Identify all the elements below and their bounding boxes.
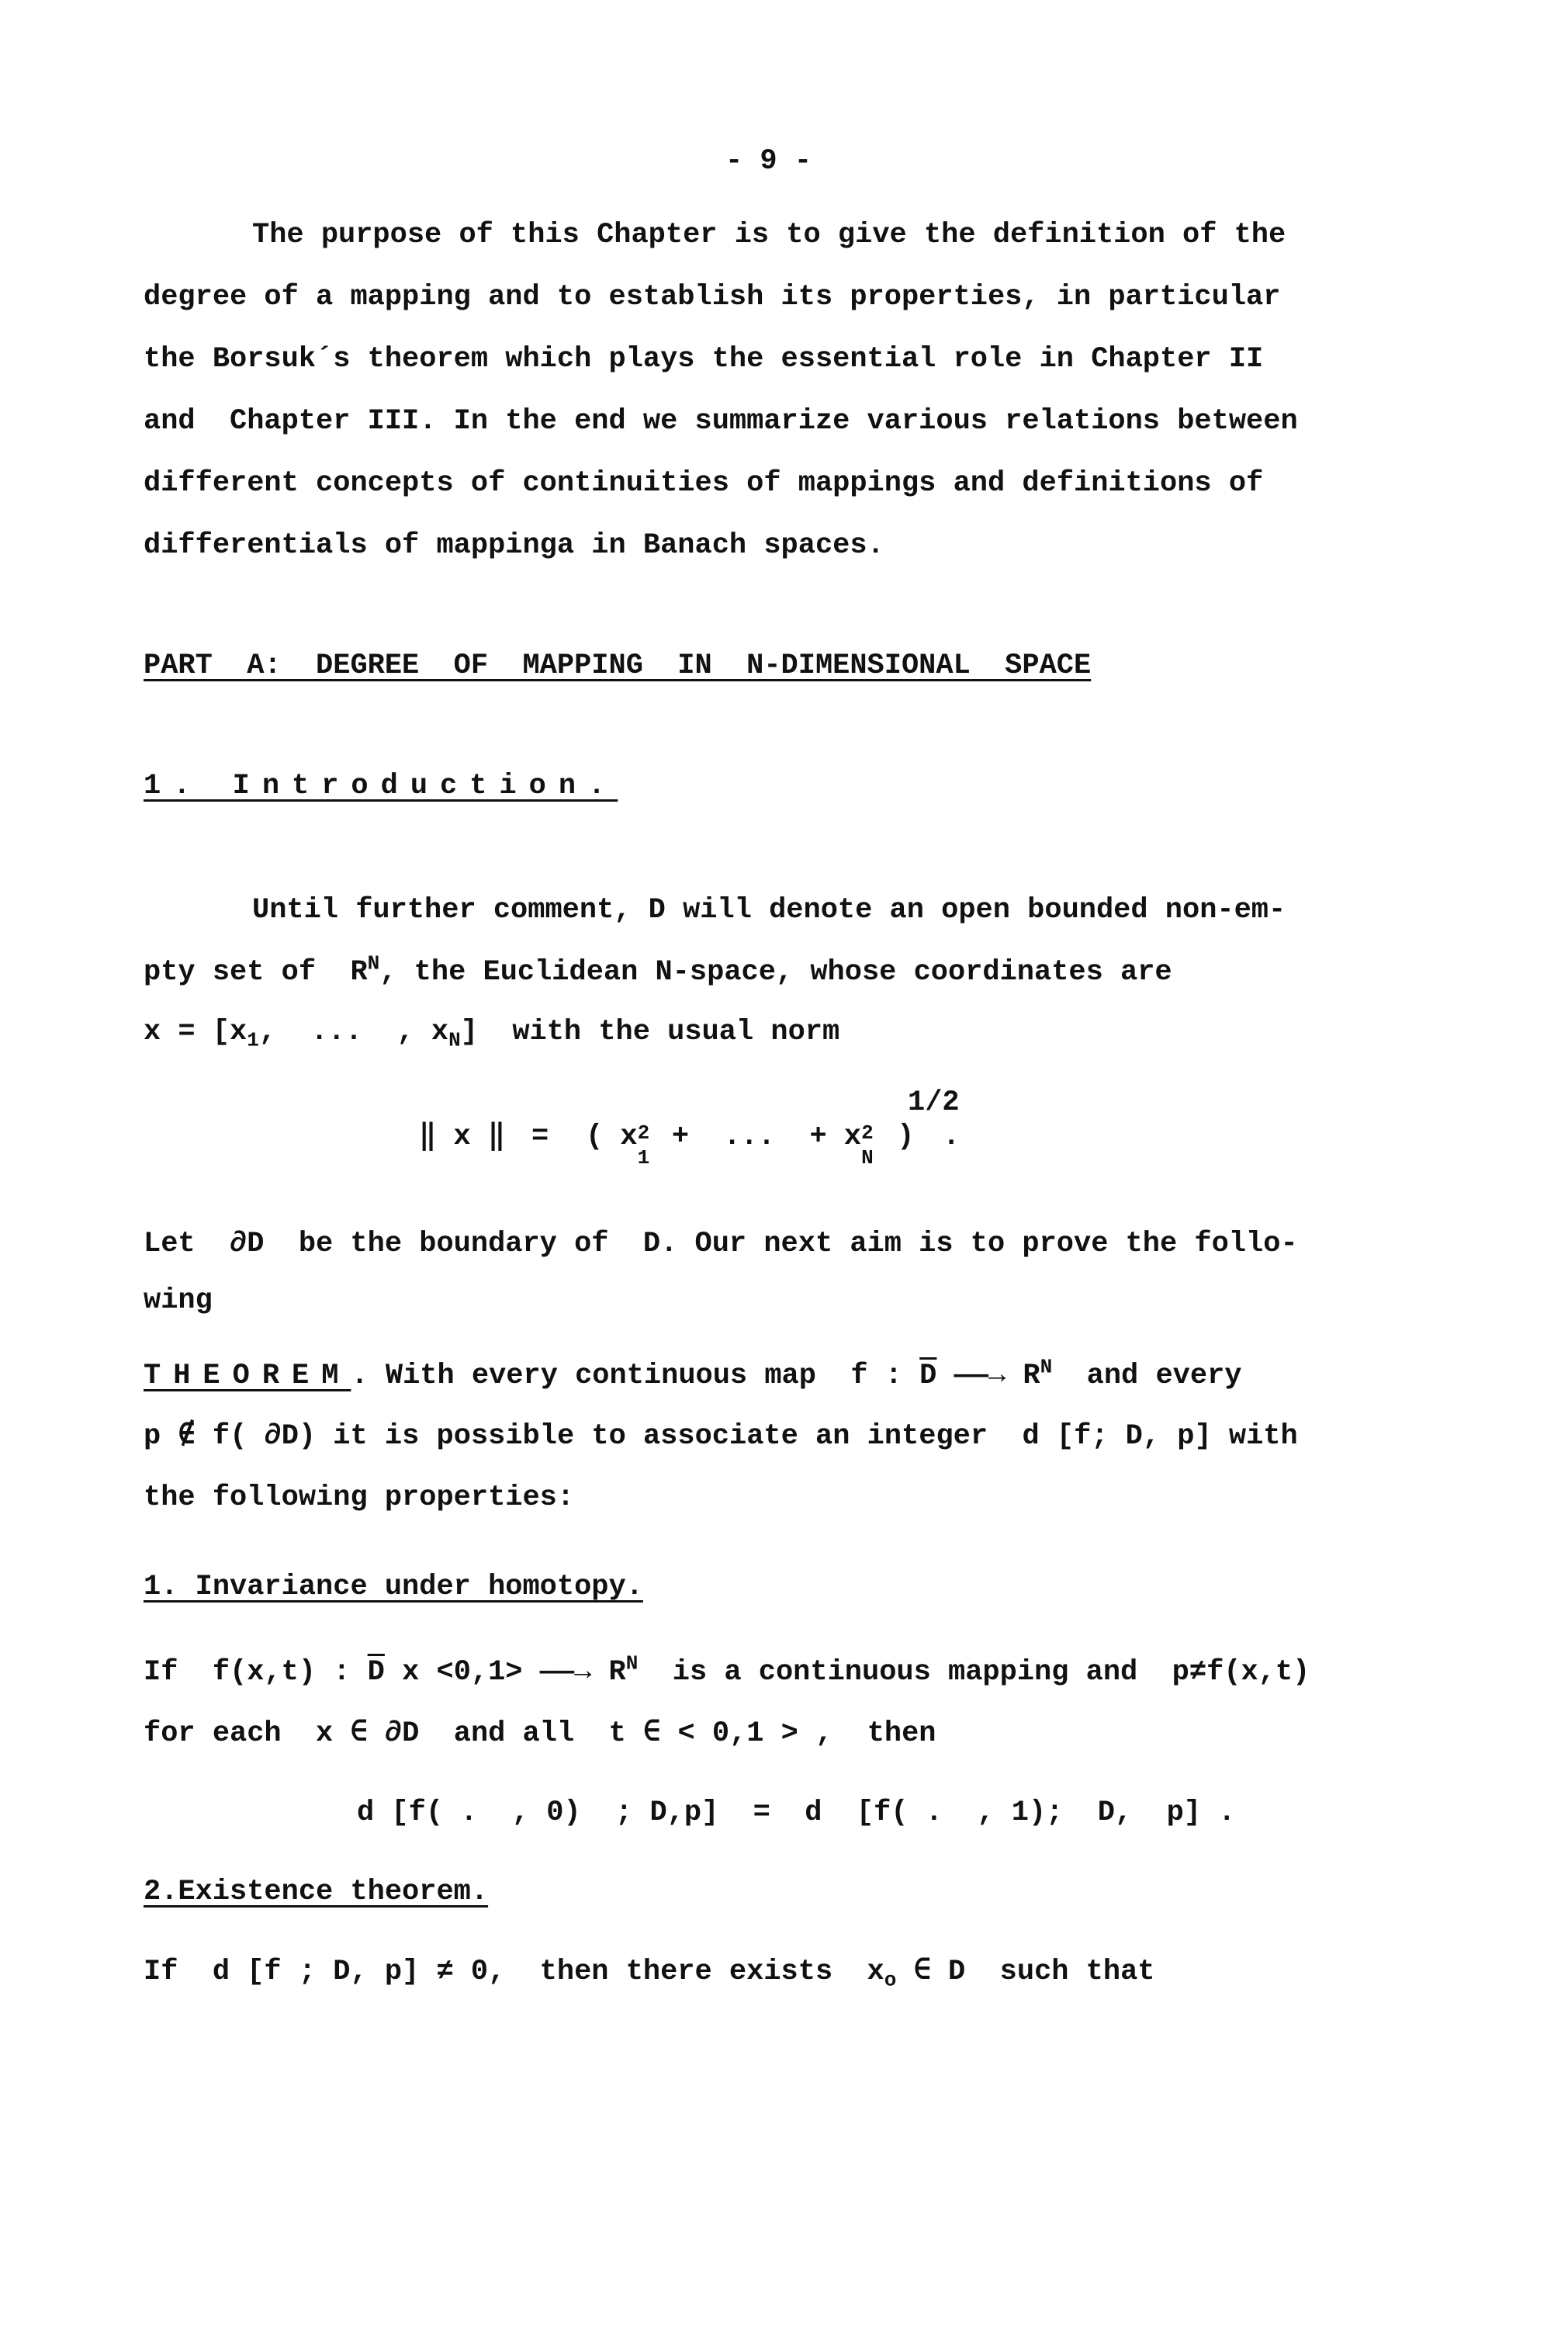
theorem-dot: . [351,1360,369,1392]
norm-exponent: 1/2 [908,1086,960,1119]
d-closure-2: $\overline{D}$ [367,1656,385,1689]
coords-mid: , ... , x [258,1016,449,1048]
page-number: - 9 - [725,145,812,178]
until-line-2 [144,951,1172,989]
until-line-2-text: pty set of R [144,956,368,989]
norm-close: ) [880,1121,915,1153]
intro-line-4: and Chapter III. In the end we summarize various relations between [144,405,1298,438]
coords-close: ] with the usual norm [460,1016,840,1048]
property-2-heading: 2.Existence theorem. [144,1876,489,1908]
intro-line-6: differentials of mappinga in Banach spaces. [144,529,884,562]
until-line-2-rest: , the Euclidean N-space, whose coordinates are [379,956,1172,989]
section-heading: 1. Introduction. [144,770,618,802]
until-line-3 [144,1016,840,1052]
norm-mid: + ... + x [654,1121,862,1153]
let-line-1: Let ∂D be the boundary of D. Our next aim is to prove the follo- [144,1228,1298,1260]
property-1-exponent: N [625,1651,639,1675]
theorem-line-3: the following properties: [144,1481,575,1514]
norm-dot: . [943,1121,961,1153]
part-heading: PART A: DEGREE OF MAPPING IN N-DIMENSIONAL SPACE [144,650,1092,682]
r-exponent: N [367,951,380,975]
intro-line-2: degree of a mapping and to establish its properties, in particular [144,281,1281,314]
intro-line-1: The purpose of this Chapter is to give the definition of the [252,219,1286,251]
until-line-1: Until further comment, D will denote an open bounded non-em- [252,894,1286,927]
property-2-line-1 [144,1956,1155,1992]
property-1-line-2: for each x ∈ ∂D and all t ∈ < 0,1 > , then [144,1717,936,1750]
let-line-2: wing [144,1284,213,1317]
norm-open: ( x [586,1121,638,1153]
property-2-text-2: ∈ D such that [896,1956,1155,1988]
norm-equals: = [531,1121,549,1153]
theorem-arrow: ——→ R [936,1360,1040,1392]
theorem-line-1 [144,1355,1242,1392]
theorem-exponent: N [1040,1355,1053,1379]
intro-line-3: the Borsuk´s theorem which plays the essential role in Chapter II [144,343,1264,376]
theorem-text-2: and every [1052,1360,1242,1392]
property-1-text-2: x <0,1> ——→ R [384,1656,626,1689]
theorem-label: THEOREM [144,1360,351,1392]
theorem-line-2: p ∉ f( ∂D) it is possible to associate an integer d [f; D, p] with [144,1420,1298,1453]
coords-open: x = [x [144,1016,247,1048]
property-1-text-1: If f(x,t) : [144,1656,368,1689]
x-subscript-o: o [884,1968,897,1992]
intro-line-5: different concepts of continuities of mappings and definitions of [144,467,1264,500]
d-closure: $\overline{D}$ [919,1360,937,1392]
property-1-text-3: is a continuous mapping and p≠f(x,t) [638,1656,1310,1689]
coord-subscript-n: N [448,1028,461,1052]
norm-lhs: ‖ x ‖ [419,1121,506,1153]
coord-subscript-1: 1 [247,1028,259,1052]
property-1-heading: 1. Invariance under homotopy. [144,1571,643,1603]
norm-rhs: ( x 2 1 + ... + x 2 N ) [586,1121,915,1169]
property-1-formula: d [f( . , 0) ; D,p] = d [f( . , 1); D, p] . [357,1797,1236,1829]
property-2-text-1: If d [f ; D, p] ≠ 0, then there exists x [144,1956,884,1988]
theorem-text-1: With every continuous map f : [368,1360,920,1392]
property-1-line-1 [144,1651,1310,1689]
